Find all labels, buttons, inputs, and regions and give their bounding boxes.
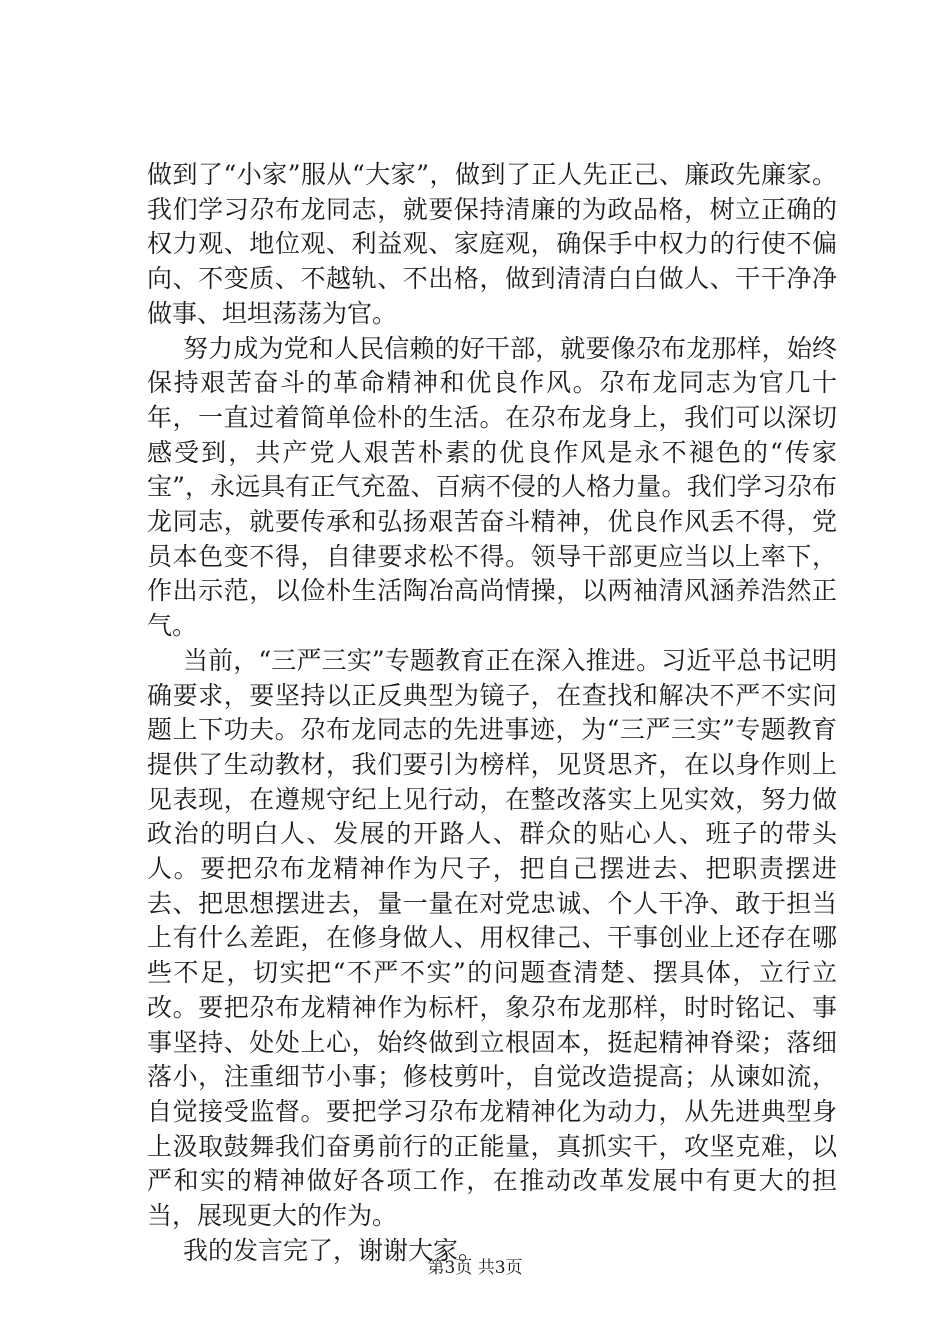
paragraph-4: 我的发言完了，谢谢大家。 [183,1235,484,1265]
paragraph-2: 努力成为党和人民信赖的好干部，就要像尕布龙那样，始终保持艰苦奋斗的革命精神和优良作风。尕布龙同志为官几十年，一直过着简单俭朴的生活。在尕布龙身上，我们可以深切感受到，共产党人艰苦朴素的优良作风是永不褪色的“传家宝”，永远具有正气充盈、百病不侵的人格力量。我们学习尕布龙同志，就要传承和弘扬艰苦奋斗精神，优良作风丢不得，党员本色变不得，自律要求松不得。领导干部更应当以上率下，作出示范，以俭朴生活陶冶高尚情操，以两袖清风涵养浩然正气。 [147,333,837,641]
page-footer: 第3页 共3页 [427,1258,523,1278]
paragraph-1: 做到了“小家”服从“大家”，做到了正人先正己、廉政先廉家。我们学习尕布龙同志，就要保持清廉的为政品格，树立正确的权力观、地位观、利益观、家庭观，确保手中权力的行使不偏向、不变质、不越轨、不出格，做到清清白白做人、干干净净做事、坦坦荡荡为官。 [147,160,837,328]
document-body [147,158,837,1269]
paragraph-3: 当前，“三严三实”专题教育正在深入推进。习近平总书记明确要求，要坚持以正反典型为镜子，在查找和解决不严不实问题上下功夫。尕布龙同志的先进事迹，为“三严三实”专题教育提供了生动教材，我们要引为榜样，见贤思齐，在以身作则上见表现，在遵规守纪上见行动，在整改落实上见实效，努力做政治的明白人、发展的开路人、群众的贴心人、班子的带头人。要把尕布龙精神作为尺子，把自己摆进去、把职责摆进去、把思想摆进去，量一量在对党忠诚、个人干净、敢于担当上有什么差距，在修身做人、用权律己、干事创业上还存在哪些不足，切实把“不严不实”的问题查清楚、摆具体，立行立改。要把尕布龙精神作为标杆，象尕布龙那样，时时铭记、事事坚持、处处上心，始终做到立根固本，挺起精神脊梁；落细落小，注重细节小事；修枝剪叶，自觉改造提高；从谏如流，自觉接受监督。要把学习尕布龙精神化为动力，从先进典型身上汲取鼓舞我们奋勇前行的正能量，真抓实干，攻坚克难，以严和实的精神做好各项工作，在推动改革发展中有更大的担当，展现更大的作为。 [147,645,837,1231]
